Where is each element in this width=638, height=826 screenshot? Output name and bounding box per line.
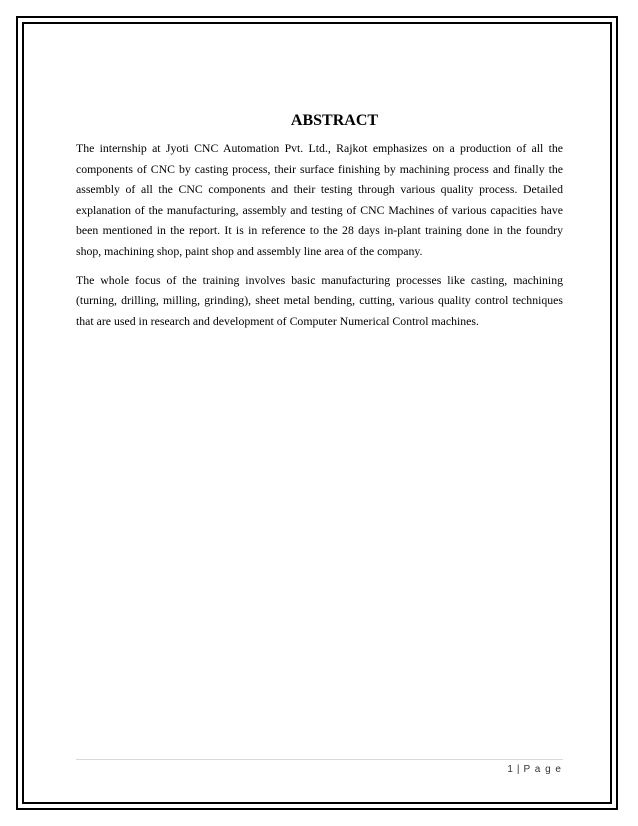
document-title: ABSTRACT xyxy=(290,112,379,129)
footer-separator: | xyxy=(516,764,521,775)
abstract-paragraph-2: The whole focus of the training involves basic manufacturing processes like casting, machining (turning, drilling, milling, grinding), sheet metal bending, cutting, various quality control techniques that are used in research and development of Computer Numerical Control machines. xyxy=(76,272,563,328)
footer-divider xyxy=(76,759,563,760)
page-number: 1 xyxy=(507,764,514,775)
document-body xyxy=(76,112,563,339)
abstract-paragraph-1: The internship at Jyoti CNC Automation Pvt. Ltd., Rajkot emphasizes on a production of all the components of CNC by casting process, their surface finishing by machining process and finally the assembly of all the CNC components and their testing through various quality process. Detailed explanation of the manufacturing, assembly and testing of CNC Machines of various capacities have been mentioned in the report. It is in reference to the 28 days in-plant training done in the foundry shop, machining shop, paint shop and assembly line area of the company. xyxy=(76,141,563,258)
page-footer xyxy=(507,764,562,775)
page-label: P a g e xyxy=(523,764,562,775)
